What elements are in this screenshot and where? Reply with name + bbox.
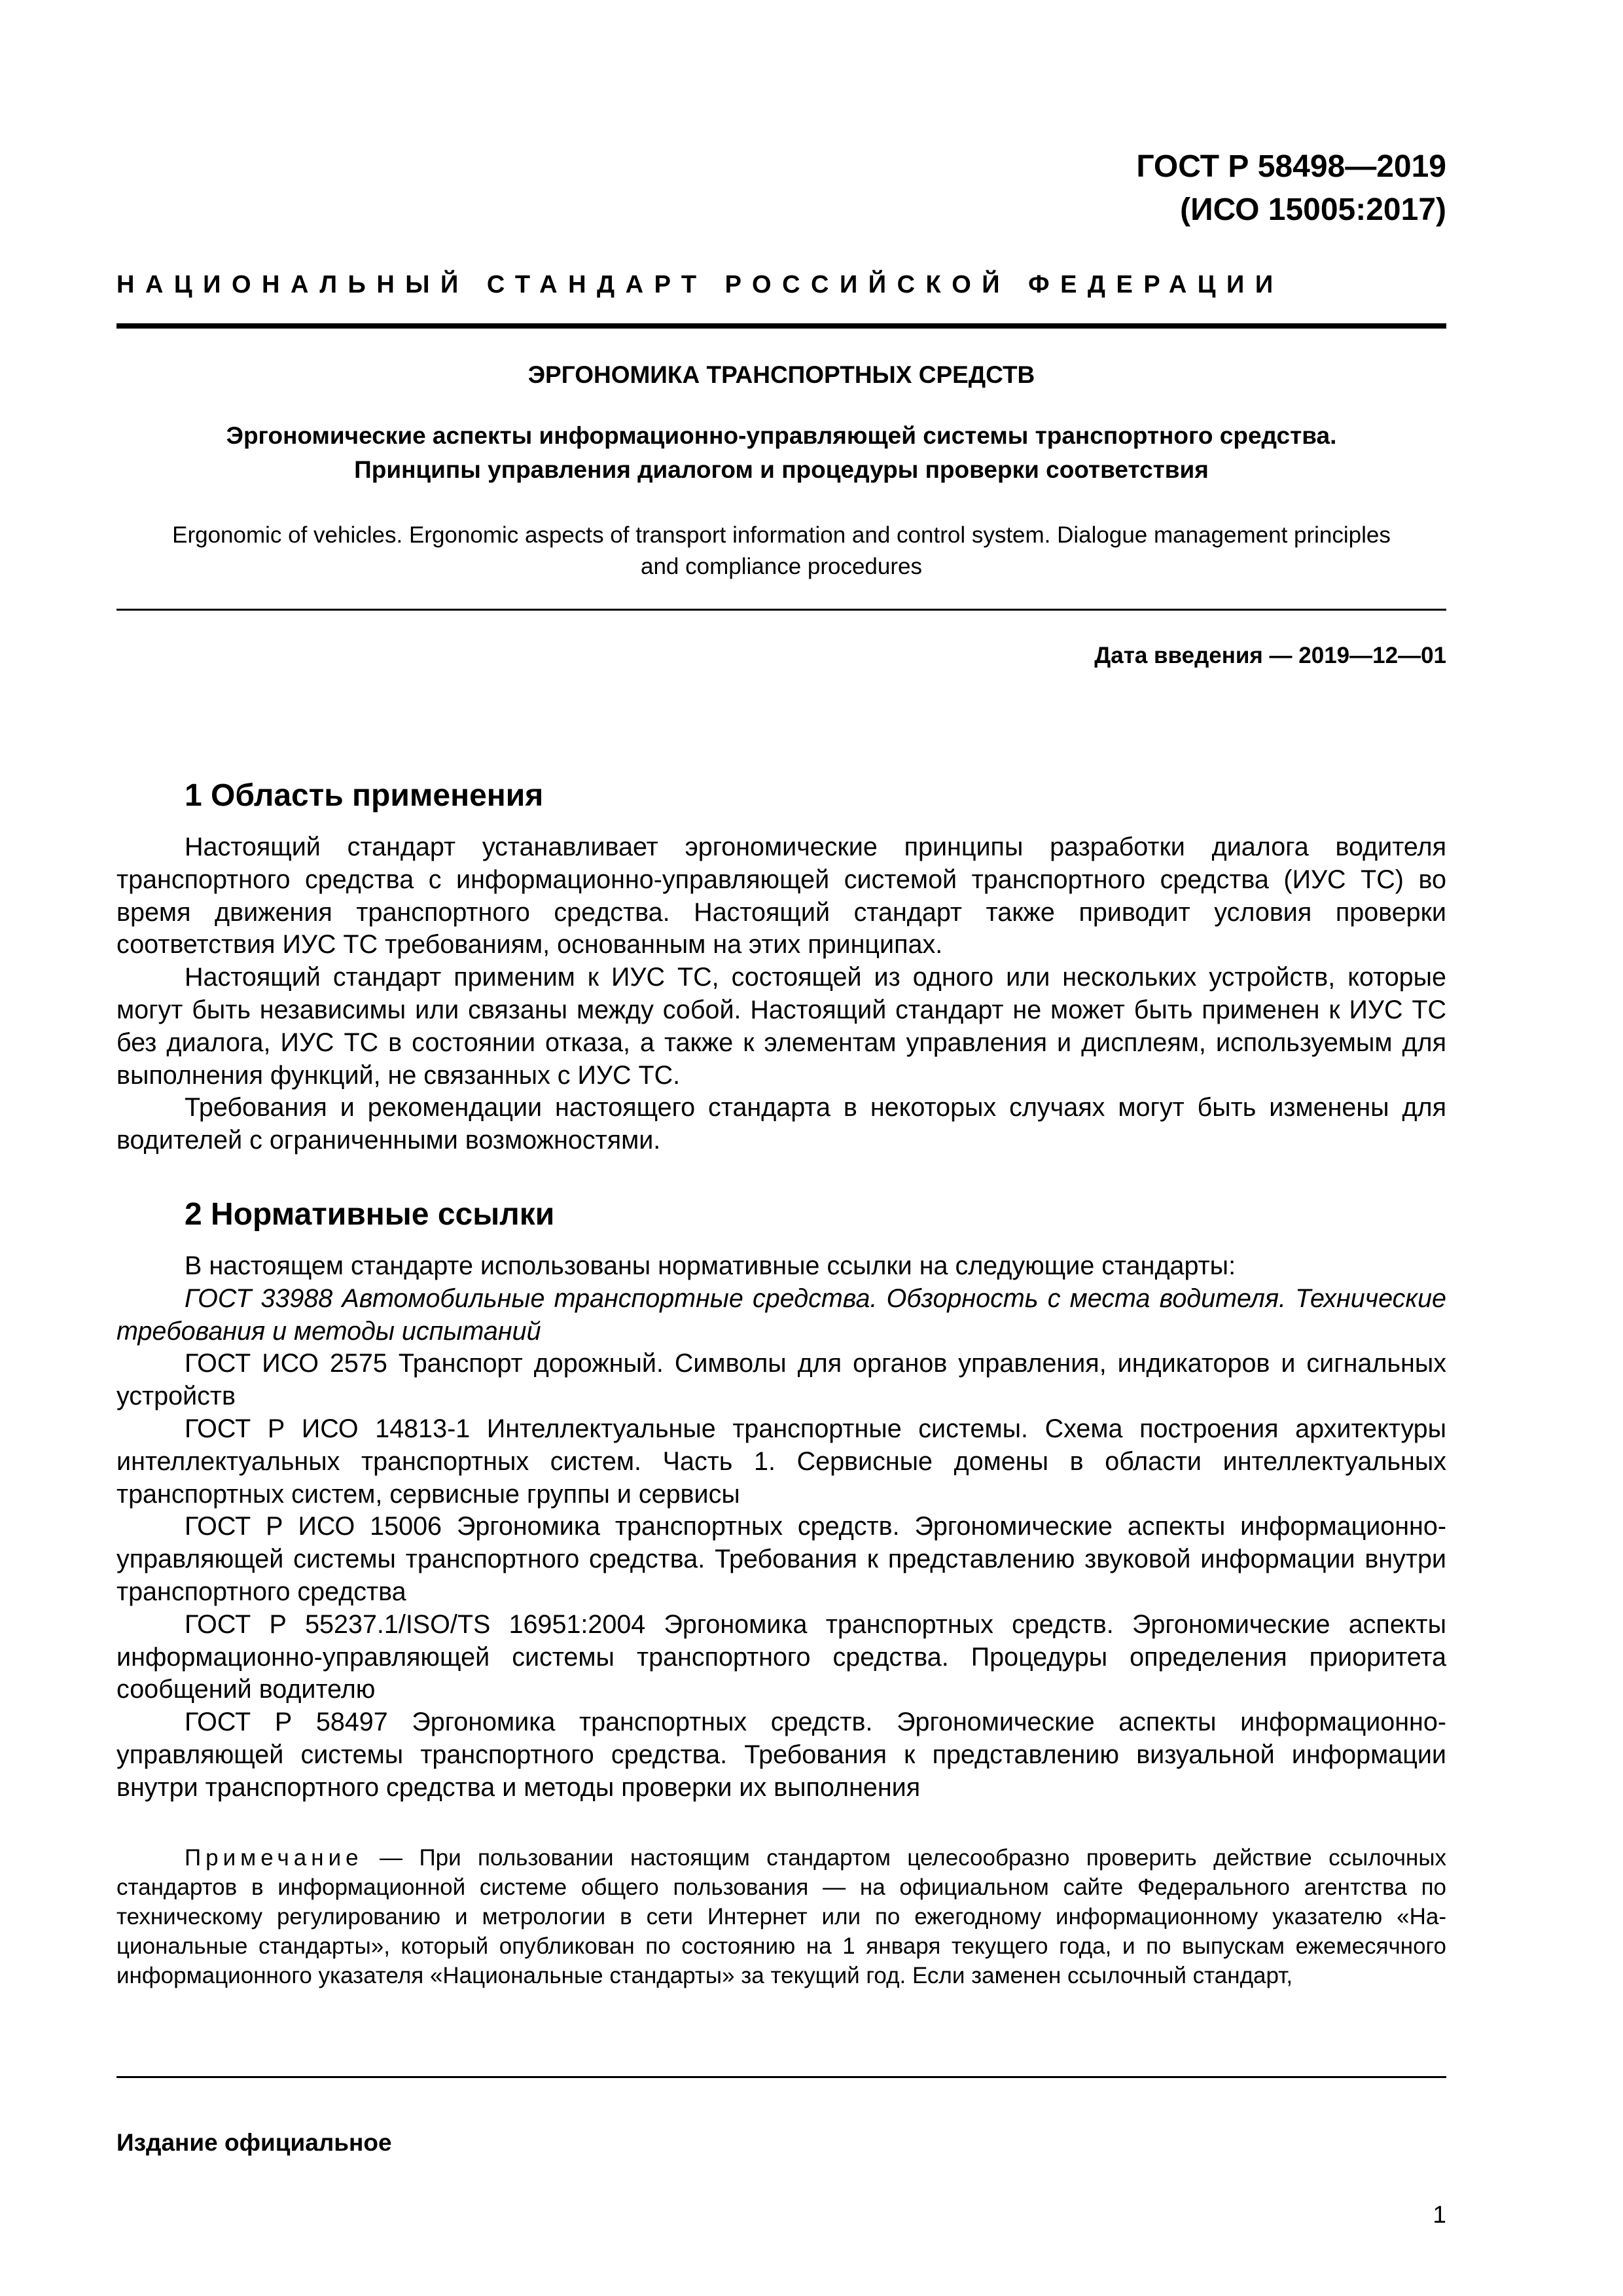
note-paragraph — [116, 1843, 1446, 1990]
paragraph: В настоящем стандарте использованы нормативные ссылки на следующие стандарты: — [185, 1251, 1236, 1280]
document-subtitle — [116, 419, 1446, 487]
official-edition-label: Издание официальное — [116, 2129, 392, 2156]
note-block — [116, 1843, 1446, 1990]
section-1-body — [116, 831, 1446, 1157]
standard-designation: ГОСТ Р 58498—2019 — [1136, 149, 1446, 184]
iso-reference: (ИСО 15005:2017) — [1180, 192, 1446, 227]
english-title — [116, 520, 1446, 583]
english-title-line: Ergonomic of vehicles. Ergonomic aspects of transport information and control system. Dialogue management principles — [172, 522, 1391, 548]
introduction-date: Дата введения — 2019—12—01 — [1094, 643, 1446, 668]
national-standard-banner: НАЦИОНАЛЬНЫЙ СТАНДАРТ РОССИЙСКОЙ ФЕДЕРАЦИИ — [116, 271, 1284, 298]
subtitle-line: Принципы управления диалогом и процедуры проверки соответствия — [354, 456, 1209, 483]
page-number: 1 — [1433, 2201, 1446, 2228]
reference-item: ГОСТ ИСО 2575 Транспорт дорожный. Символы для органов управления, индикаторов и сигнальных устройств — [116, 1349, 1446, 1411]
reference-item: ГОСТ Р 58497 Эргономика транспортных средств. Эргономические аспекты информационно-управляющей системы транспортного средства. Требования к представлению визуальной информации внутри транспортного средства и методы проверки их выполнения — [116, 1708, 1446, 1802]
reference-item: ГОСТ Р ИСО 15006 Эргономика транспортных средств. Эргономические аспекты информационно-управляющей системы транспортного средства. Требования к представлению звуковой информации внутри транспортного средства — [116, 1512, 1446, 1606]
paragraph: Требования и рекомендации настоящего стандарта в некоторых случаях могут быть изменены для водителей с ограниченными возможностями. — [116, 1093, 1446, 1155]
note-label: Примечание — [185, 1845, 363, 1871]
reference-item: ГОСТ Р ИСО 14813-1 Интеллектуальные транспортные системы. Схема построения архитектуры интеллектуальных транспортных систем. Часть 1. Сервисные домены в области интеллектуальных транспортных систем, сервисные группы и сервисы — [116, 1414, 1446, 1509]
note-text: — При пользовании настоящим стандартом целесообразно проверить действие ссылочных стандартов в информационной системе общего пользования — на официальном сайте Федерального агентства по техническому регулированию и метрологии в сети Интернет или по ежегодному информационному указателю «Национальные стандарты», который опубликован по состоянию на 1 января текущего года, и по выпускам ежемесячного информационного указателя «Национальные стандарты» за текущий год. Если заменен ссылочный стандарт, — [116, 1845, 1446, 1988]
section-2-body — [116, 1250, 1446, 1804]
reference-item: ГОСТ 33988 Автомобильные транспортные средства. Обзорность с места водителя. Технические требования и методы испытаний — [116, 1283, 1446, 1346]
paragraph: Настоящий стандарт применим к ИУС ТС, состоящей из одного или нескольких устройств, которые могут быть независимы или связаны между собой. Настоящий стандарт не может быть применен к ИУС ТС без диалога, ИУС ТС в состоянии отказа, а также к элементам управления и дисплеям, используемым для выполнения функций, не связанных с ИУС ТС. — [116, 963, 1446, 1090]
title-divider — [116, 609, 1446, 611]
section-1-heading: 1 Область применения — [185, 778, 544, 813]
subtitle-line: Эргономические аспекты информационно-управляющей системы транспортного средства. — [226, 422, 1337, 449]
section-2-heading: 2 Нормативные ссылки — [185, 1197, 555, 1232]
document-title: ЭРГОНОМИКА ТРАНСПОРТНЫХ СРЕДСТВ — [527, 361, 1035, 388]
paragraph: Настоящий стандарт устанавливает эргономические принципы разработки диалога водителя транспортного средства с информационно-управляющей системой транспортного средства (ИУС ТС) во время движения транспортного средства. Настоящий стандарт также приводит условия проверки соответствия ИУС ТС требованиям, основанным на этих принципах. — [116, 833, 1446, 960]
standard-designation-block — [857, 145, 1446, 232]
footer-divider — [116, 2076, 1446, 2078]
header-divider — [116, 323, 1446, 329]
english-title-line: and compliance procedures — [641, 554, 922, 579]
reference-item: ГОСТ Р 55237.1/ISO/TS 16951:2004 Эргономика транспортных средств. Эргономические аспекты информационно-управляющей системы транспортного средства. Процедуры определения приоритета сообщений водителю — [116, 1609, 1446, 1704]
